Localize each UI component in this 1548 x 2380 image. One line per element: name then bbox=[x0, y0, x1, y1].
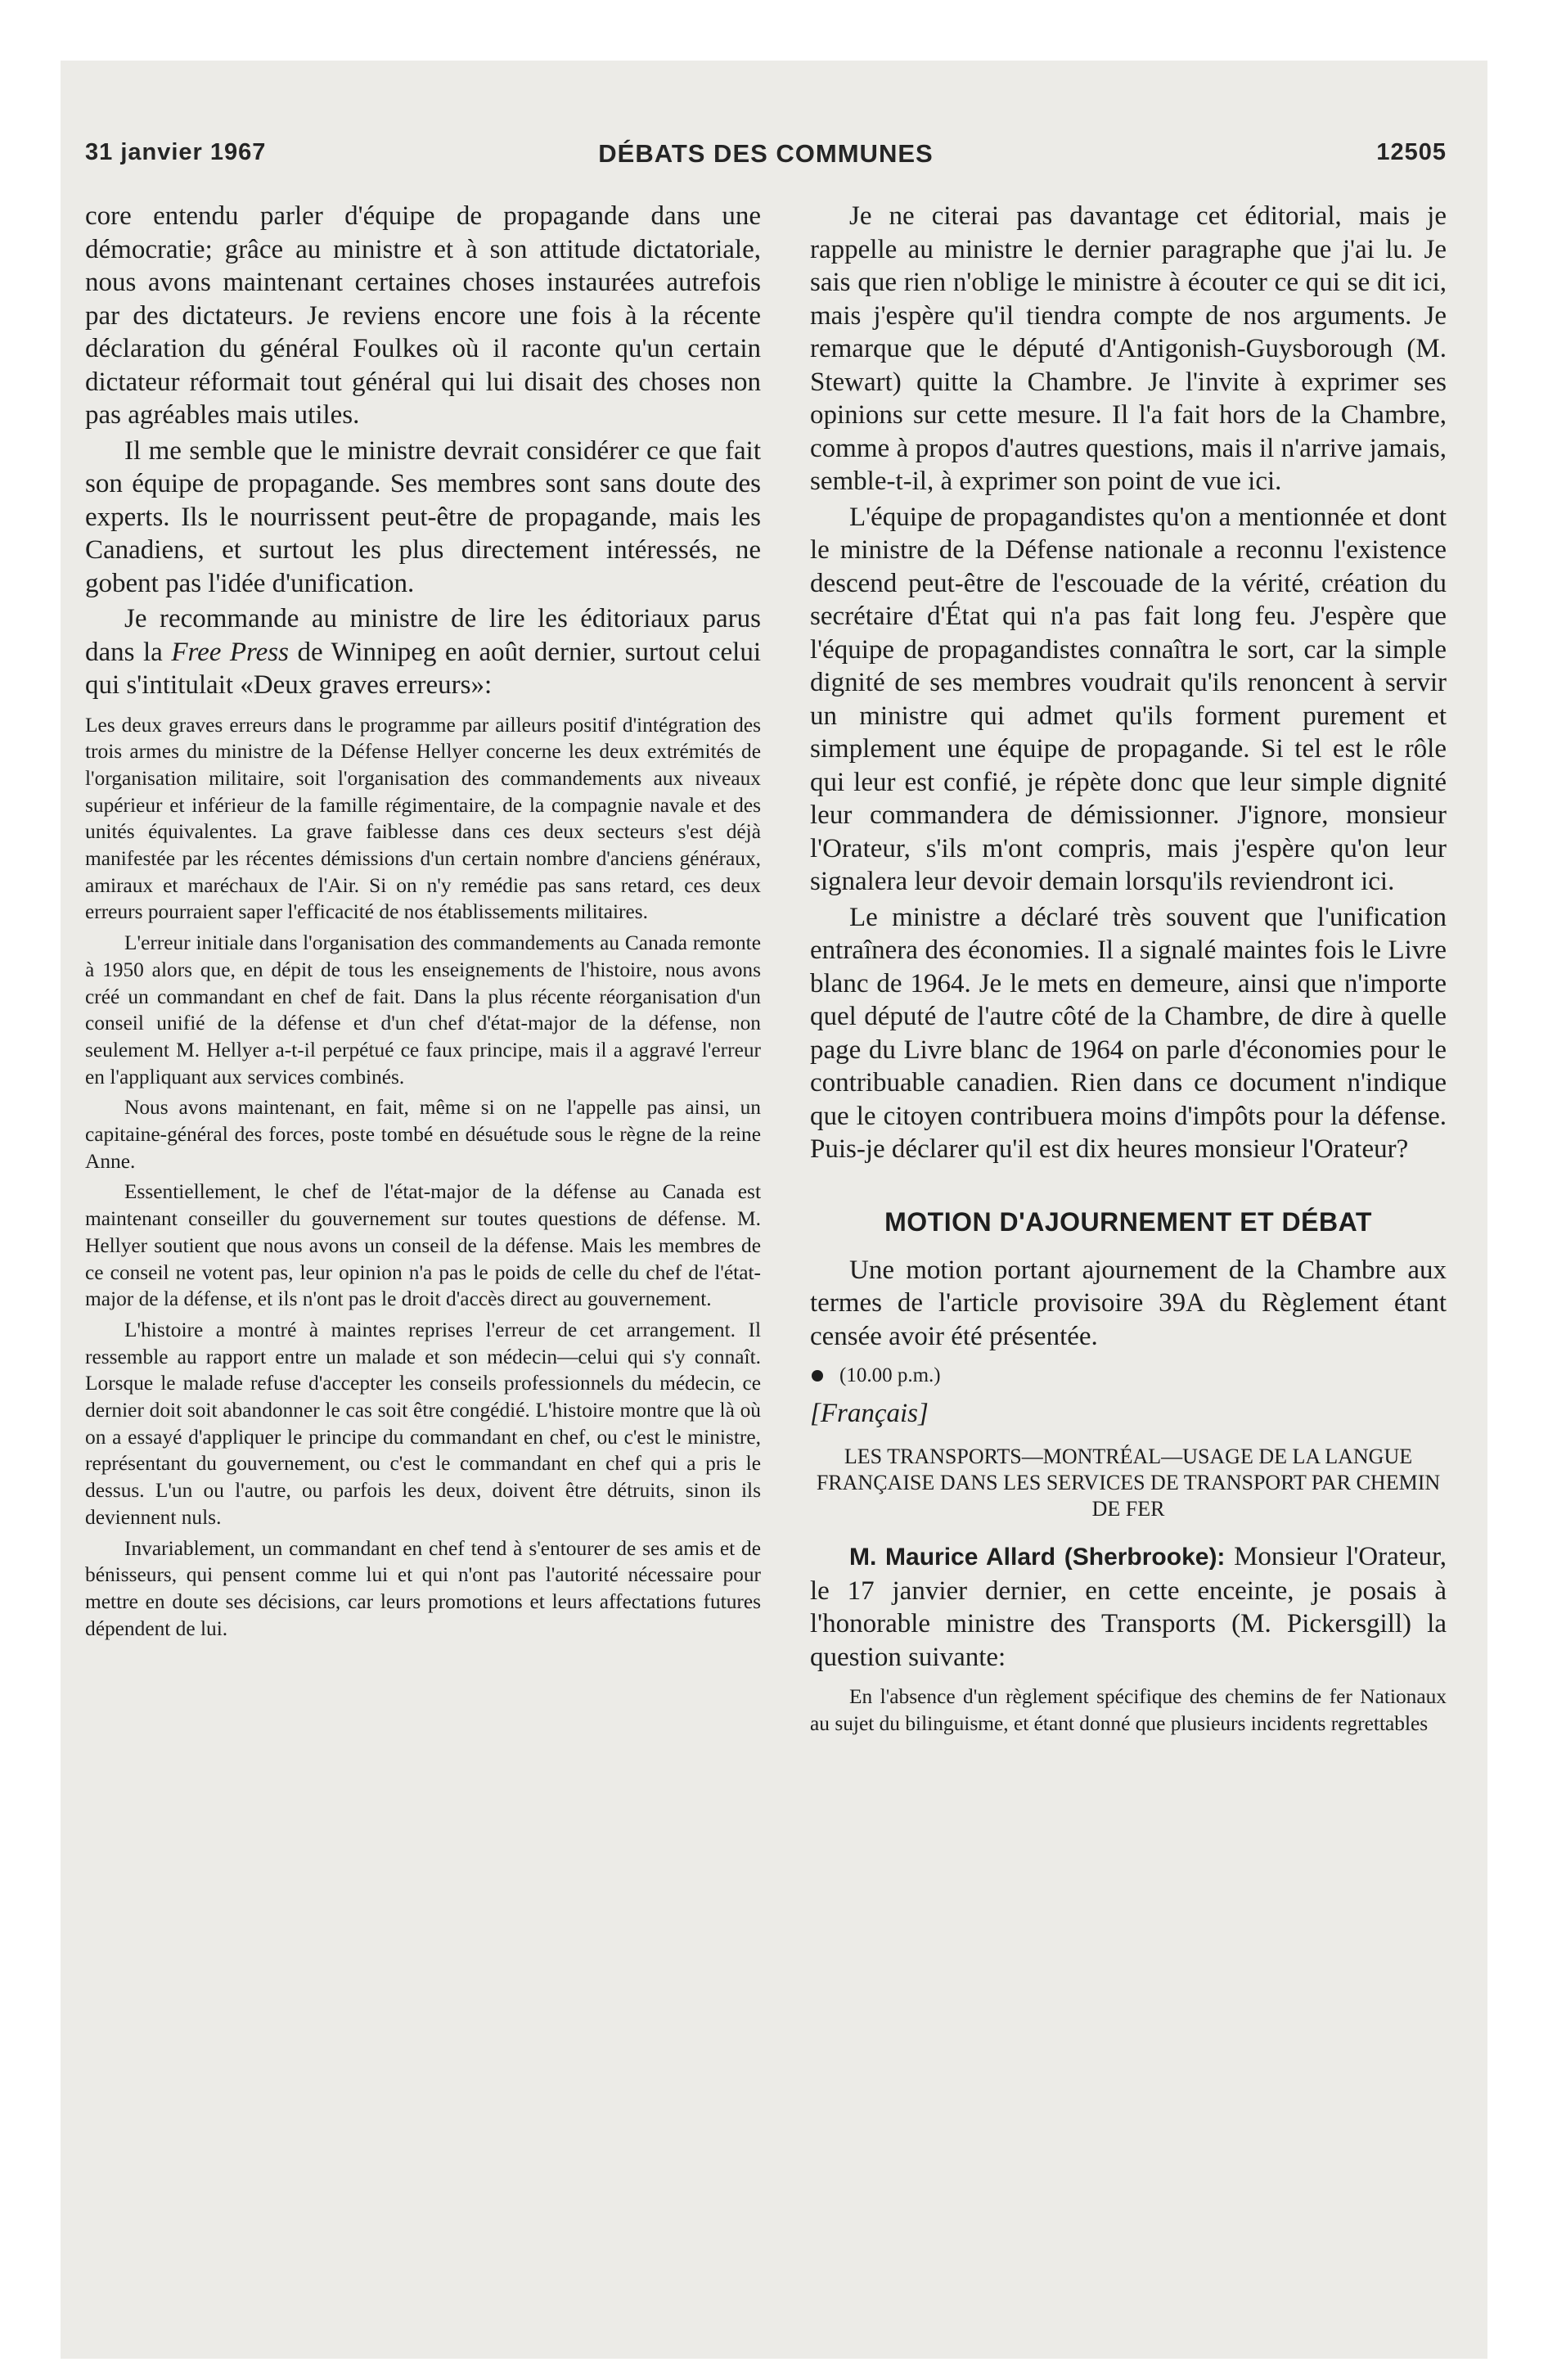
quoted-paragraph: L'erreur initiale dans l'organisation des commandements au Canada remonte à 1950 alors que, en dépit de tous les enseignements de l'histoire, nous avons créé un commandant en chef de fait. Dans la plus récente réorganisation d'un conseil unifié de la défense et d'un chef d'état-major de la défense, non seulement M. Hellyer a-t-il perpétué ce faux principe, mais il a aggravé l'erreur en l'appliquant aux services combinés. bbox=[85, 931, 761, 1089]
header-title: DÉBATS DES COMMUNES bbox=[598, 139, 934, 168]
paragraph: Il me semble que le ministre devrait considérer ce que fait son équipe de propagande. Ses membres sont sans doute des experts. Ils le nourrissent peut-être de propagande, mais les Canadiens, et surtout les plus directement intéressés, ne gobent pas l'idée d'unification. bbox=[85, 435, 761, 598]
speaker-name: M. Maurice Allard (Sherbrooke): bbox=[849, 1544, 1226, 1571]
language-marker: [Français] bbox=[810, 1399, 929, 1428]
paragraph-text: de Winnipeg en août dernier, surtout celui qui s'intitulait «Deux graves erreurs»: bbox=[85, 637, 761, 700]
paragraph: L'équipe de propagandistes qu'on a mentionnée et dont le ministre de la Défense nationale a reconnu l'existence descend peut-être de l'escouade de la vérité, création du secrétaire d'État qui n'a pas fait long feu. J'espère que l'équipe de propagandistes connaîtra le sort, car la simple dignité de ses membres voudrait qu'ils renoncent à servir un ministre qui admet qu'ils forment purement et simplement une équipe de propagande. Si tel est le rôle qui leur est confié, je répète donc que leur simple dignité leur commandera de démissionner. J'ignore, monsieur l'Orateur, s'ils m'ont compris, mais j'espère qu'on leur signalera leur devoir demain lorsqu'ils reviendront ici. bbox=[810, 502, 1447, 896]
quoted-paragraph: L'histoire a montré à maintes reprises l'erreur de cet arrangement. Il ressemble au rapport entre un malade et son médecin—celui qui s'y connaît. Lorsque le malade refuse d'accepter les conseils professionnels du médecin, ce dernier doit soit abandonner le cas soit être congédié. L'histoire montre que là où on a essayé d'appliquer le principe du commandant en chef, ou c'est le ministre, représentant du gouvernement, ou c'est le commandant en chef qui a pris le dessus. L'un ou l'autre, ou parfois les deux, doivent être détruits, sinon ils deviennent nuls. bbox=[85, 1318, 761, 1529]
paragraph: Une motion portant ajournement de la Chambre aux termes de l'article provisoire 39A du Règlement étant censée avoir été présentée. bbox=[810, 1255, 1447, 1351]
paragraph bbox=[85, 602, 761, 702]
quoted-paragraph: En l'absence d'un règlement spécifique des chemins de fer Nationaux au sujet du bilinguisme, et étant donné que plusieurs incidents regrettables bbox=[810, 1685, 1447, 1735]
paragraph: Le ministre a déclaré très souvent que l'unification entraînera des économies. Il a signalé maintes fois le Livre blanc de 1964. Je le mets en demeure, ainsi que n'importe quel député de l'autre côté de la Chambre, de dire à quelle page du Livre blanc de 1964 on parle d'économies pour le contribuable canadien. Rien dans ce document n'indique que le citoyen contribuera moins d'impôts pour la défense. Puis-je déclarer qu'il est dix heures monsieur l'Orateur? bbox=[810, 902, 1447, 1164]
paragraph bbox=[810, 1540, 1447, 1674]
page-header bbox=[85, 139, 1447, 172]
section-title: MOTION D'AJOURNEMENT ET DÉBAT bbox=[884, 1206, 1372, 1237]
subheading: LES TRANSPORTS—MONTRÉAL—USAGE DE LA LANGUE FRANÇAISE DANS LES SERVICES DE TRANSPORT PAR CHEMIN DE FER bbox=[816, 1445, 1441, 1521]
time-marker bbox=[810, 1364, 1447, 1387]
paragraph-text: Je recommande au ministre de lire les éditoriaux parus dans la bbox=[85, 604, 761, 667]
header-page-number: 12505 bbox=[1376, 139, 1447, 165]
quoted-paragraph: Les deux graves erreurs dans le programme par ailleurs positif d'intégration des trois armes du ministre de la Défense Hellyer concerne les deux extrémités de l'organisation militaire, soit l'organisation des commandements aux niveaux supérieur et inférieur de la famille régimentaire, de la compagnie navale et des unités équivalentes. La grave faiblesse dans ces deux secteurs s'est déjà manifestée par les récentes démissions d'un certain nombre d'anciens généraux, amiraux et maréchaux de l'Air. Si on n'y remédie pas sans retard, ces deux erreurs pourraient saper l'efficacité de nos établissements militaires. bbox=[85, 713, 761, 924]
quoted-paragraph: Essentiellement, le chef de l'état-major de la défense au Canada est maintenant conseiller du gouvernement sur toutes questions de défense. M. Hellyer soutient que nous avons un conseil de la défense. Mais les membres de ce conseil ne votent pas, leur opinion n'a pas le poids de celle du chef de l'état-major de la défense, et ils n'ont pas le droit d'accès direct au gouvernement. bbox=[85, 1180, 761, 1311]
newspaper-title: Free Press bbox=[171, 637, 289, 667]
time-text: (10.00 p.m.) bbox=[839, 1364, 941, 1386]
quoted-paragraph: Invariablement, un commandant en chef tend à s'entourer de ses amis et de bénisseurs, qui pensent comme lui et qui n'ont pas l'autorité nécessaire pour mettre en doute ses décisions, car leurs promotions et leurs affectations futures dépendent de lui. bbox=[85, 1536, 761, 1640]
paragraph-text: Monsieur l'Orateur, le 17 janvier dernier, en cette enceinte, je posais à l'honorable ministre des Transports (M. Pickersgill) la question suivante: bbox=[810, 1542, 1447, 1672]
left-column bbox=[85, 200, 761, 1646]
bullet-icon bbox=[812, 1370, 823, 1382]
right-column bbox=[810, 200, 1447, 1741]
paragraph: Je ne citerai pas davantage cet éditorial, mais je rappelle au ministre le dernier paragraphe que j'ai lu. Je sais que rien n'oblige le ministre à écouter ce qui se dit ici, mais j'espère qu'il tiendra compte de nos arguments. Je remarque que le député d'Antigonish-Guysborough (M. Stewart) quitte la Chambre. Je l'invite à exprimer ses opinions sur cette mesure. Il l'a fait hors de la Chambre, comme à propos d'autres questions, mais il n'arrive jamais, semble-t-il, à exprimer son point de vue ici. bbox=[810, 201, 1447, 496]
quoted-paragraph: Nous avons maintenant, en fait, même si on ne l'appelle pas ainsi, un capitaine-général des forces, poste tombé en désuétude sous le règne de la reine Anne. bbox=[85, 1096, 761, 1173]
header-date: 31 janvier 1967 bbox=[85, 139, 267, 165]
paragraph: core entendu parler d'équipe de propagande dans une démocratie; grâce au ministre et à son attitude dictatoriale, nous avons maintenant certaines choses instaurées autrefois par des dictateurs. Je reviens encore une fois à la récente déclaration du général Foulkes où il raconte qu'un certain dictateur réformait tout général qui lui disait des choses non pas agréables mais utiles. bbox=[85, 201, 761, 430]
